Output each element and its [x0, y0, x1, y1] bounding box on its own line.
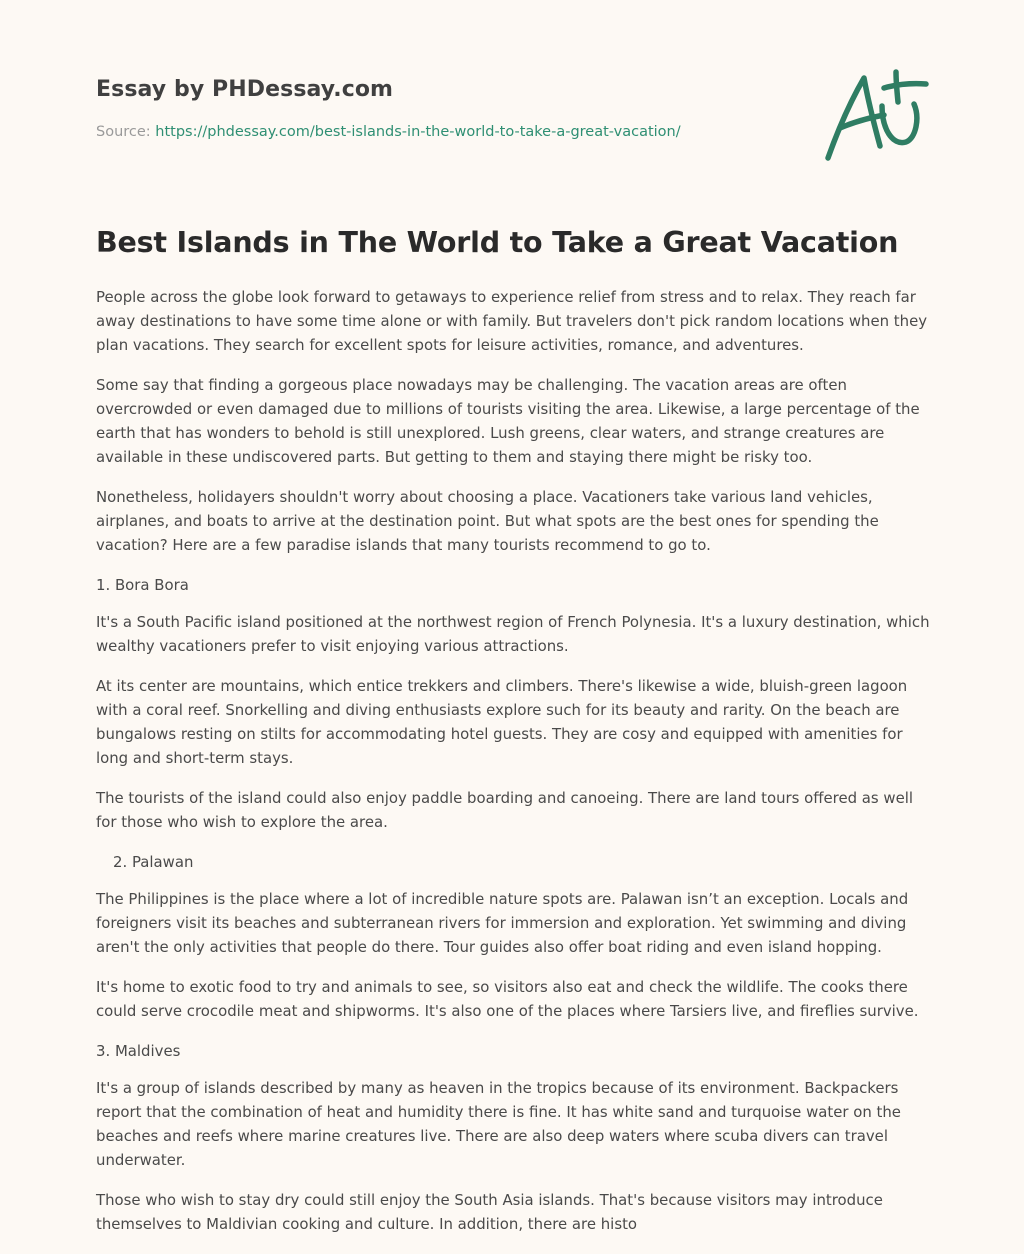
a-plus-logo-icon: [822, 66, 932, 166]
source-label: Source:: [96, 124, 156, 140]
source-line: [96, 124, 681, 140]
section-heading: 3. Maldives: [96, 1042, 181, 1060]
section-heading: 2. Palawan: [113, 853, 194, 871]
paragraph: It's a South Pacific island positioned at the northwest region of French Polynesia. It's a luxury destination, which wealthy vacationers prefer to visit enjoying various attractions.: [96, 613, 930, 655]
paragraph: Nonetheless, holidayers shouldn't worry about choosing a place. Vacationers take various land vehicles, airplanes, and boats to arrive at the destination point. But what spots are the best ones for spending the vacation? Here are a few paradise islands that many tourists recommend to go to.: [96, 488, 879, 554]
paragraph: It's home to exotic food to try and animals to see, so visitors also eat and check the wildlife. The cooks there could serve crocodile meat and shipworms. It's also one of the places where Tarsiers live, and fireflies survive.: [96, 978, 919, 1020]
paragraph: At its center are mountains, which entice trekkers and climbers. There's likewise a wide, bluish-green lagoon with a coral reef. Snorkelling and diving enthusiasts explore such for its beauty and rarity. On the beach are bungalows resting on stilts for accommodating hotel guests. They are cosy and equipped with amenities for long and short-term stays.: [96, 677, 908, 767]
paragraph: Those who wish to stay dry could still enjoy the South Asia islands. That's because visitors may introduce themselves to Maldivian cooking and culture. In addition, there are histo: [96, 1191, 883, 1233]
paragraph: People across the globe look forward to getaways to experience relief from stress and to relax. They reach far away destinations to have some time alone or with family. But travelers don't pick random locations when they plan vacations. They search for excellent spots for leisure activities, romance, and adventures.: [96, 288, 928, 354]
essay-body: [96, 285, 936, 1252]
source-link[interactable]: https://phdessay.com/best-islands-in-the-world-to-take-a-great-vacation/: [155, 124, 681, 140]
brand-title: Essay by PHDessay.com: [96, 77, 394, 102]
paragraph: The Philippines is the place where a lot of incredible nature spots are. Palawan isn’t an exception. Locals and foreigners visit its beaches and subterranean rivers for immersion and exploration. Yet swimming and diving aren't the only activities that people do there. Tour guides also offer boat riding and even island hopping.: [96, 890, 909, 956]
paragraph: Some say that finding a gorgeous place nowadays may be challenging. The vacation areas are often overcrowded or even damaged due to millions of tourists visiting the area. Likewise, a large percentage of the earth that has wonders to behold is still unexplored. Lush greens, clear waters, and strange creatures are available in these undiscovered parts. But getting to them and staying there might be risky too.: [96, 376, 920, 466]
paragraph: It's a group of islands described by many as heaven in the tropics because of its environment. Backpackers report that the combination of heat and humidity there is fine. It has white sand and turquoise water on the beaches and reefs where marine creatures live. There are also deep waters where scuba divers can travel underwater.: [96, 1079, 901, 1169]
essay-title: Best Islands in The World to Take a Great Vacation: [96, 226, 899, 259]
paragraph: The tourists of the island could also enjoy paddle boarding and canoeing. There are land tours offered as well for those who wish to explore the area.: [96, 789, 914, 831]
section-heading: 1. Bora Bora: [96, 576, 189, 594]
